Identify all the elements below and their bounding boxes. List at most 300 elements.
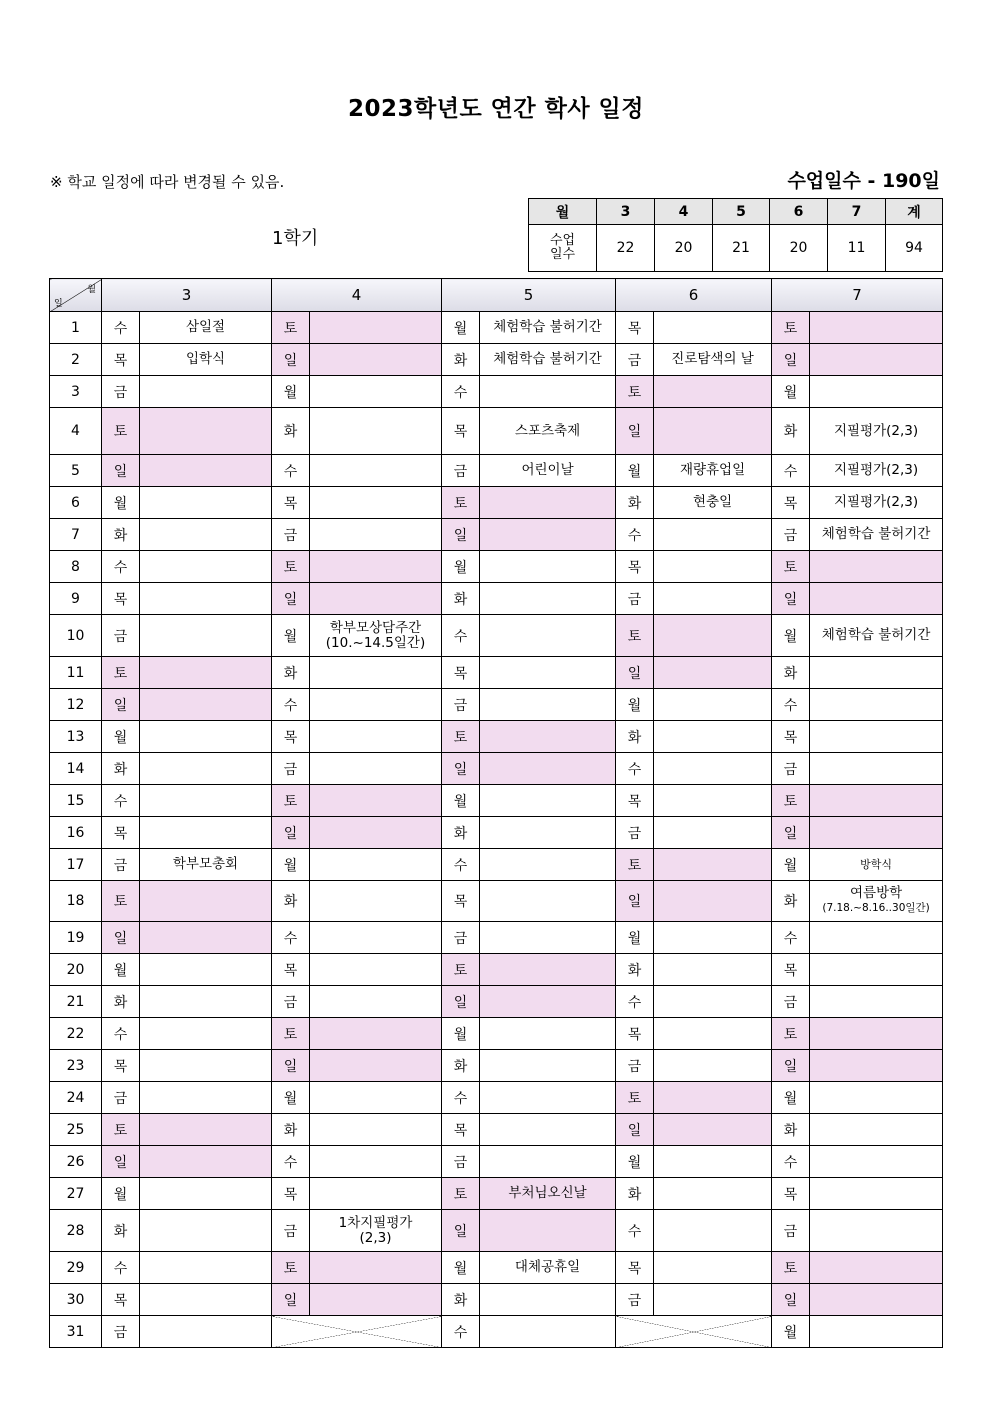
weekday-cell: 목: [442, 1114, 480, 1146]
event-cell: [310, 881, 442, 922]
event-cell: [310, 344, 442, 376]
weekday-cell: 일: [442, 753, 480, 785]
weekday-cell: 목: [616, 785, 654, 817]
event-cell: [654, 408, 772, 455]
event-cell: [140, 487, 272, 519]
event-cell: 체험학습 불허기간: [810, 519, 943, 551]
weekday-cell: 월: [272, 376, 310, 408]
summary-value-cell: 11: [828, 225, 886, 272]
event-cell: [654, 954, 772, 986]
weekday-cell: 목: [616, 312, 654, 344]
event-cell: 현충일: [654, 487, 772, 519]
event-cell: [654, 657, 772, 689]
event-cell: [480, 954, 616, 986]
weekday-cell: 일: [616, 657, 654, 689]
event-cell: [140, 1284, 272, 1316]
event-cell: [140, 986, 272, 1018]
class-days-summary-table: [528, 198, 943, 272]
weekday-cell: 월: [616, 689, 654, 721]
event-cell: 부처님오신날: [480, 1178, 616, 1210]
weekday-cell: 금: [102, 849, 140, 881]
weekday-cell: 화: [616, 954, 654, 986]
day-number: 16: [50, 817, 102, 849]
calendar-row: [50, 519, 943, 551]
event-cell: [810, 1082, 943, 1114]
event-cell: 방학식: [810, 849, 943, 881]
weekday-cell: 월: [442, 785, 480, 817]
weekday-cell: 토: [442, 487, 480, 519]
weekday-cell: 토: [616, 849, 654, 881]
event-cell: [140, 922, 272, 954]
calendar-body: [50, 312, 943, 1348]
weekday-cell: 목: [616, 551, 654, 583]
month-header: 6: [616, 279, 772, 312]
event-cell: [310, 312, 442, 344]
event-cell: [480, 519, 616, 551]
event-cell: [310, 689, 442, 721]
event-cell: [310, 753, 442, 785]
event-cell: [810, 583, 943, 615]
event-cell: [480, 1210, 616, 1252]
event-cell: [480, 583, 616, 615]
weekday-cell: 목: [102, 1284, 140, 1316]
summary-value-cell: 94: [886, 225, 943, 272]
weekday-cell: 수: [102, 785, 140, 817]
weekday-cell: 일: [102, 689, 140, 721]
event-cell: [654, 583, 772, 615]
day-number: 29: [50, 1252, 102, 1284]
weekday-cell: 일: [272, 583, 310, 615]
event-cell: [140, 1114, 272, 1146]
weekday-cell: 금: [102, 1082, 140, 1114]
event-cell: [310, 376, 442, 408]
calendar-row: [50, 408, 943, 455]
day-number: 12: [50, 689, 102, 721]
weekday-cell: 일: [102, 455, 140, 487]
event-cell: 어린이날: [480, 455, 616, 487]
weekday-cell: 월: [102, 721, 140, 753]
event-cell: [310, 408, 442, 455]
weekday-cell: 월: [772, 615, 810, 657]
weekday-cell: 토: [772, 1018, 810, 1050]
weekday-cell: 금: [772, 986, 810, 1018]
weekday-cell: 토: [102, 1114, 140, 1146]
event-cell: [140, 1146, 272, 1178]
calendar-row: [50, 922, 943, 954]
weekday-cell: 월: [772, 1082, 810, 1114]
event-cell: [810, 721, 943, 753]
event-cell: [140, 817, 272, 849]
weekday-cell: 수: [772, 1146, 810, 1178]
event-cell: [480, 849, 616, 881]
weekday-cell: 수: [272, 455, 310, 487]
day-number: 22: [50, 1018, 102, 1050]
weekday-cell: 토: [772, 312, 810, 344]
day-number: 28: [50, 1210, 102, 1252]
day-number: 21: [50, 986, 102, 1018]
event-cell: [810, 785, 943, 817]
event-cell: [810, 657, 943, 689]
summary-value-cell: 20: [655, 225, 713, 272]
day-number: 9: [50, 583, 102, 615]
weekday-cell: 화: [772, 1114, 810, 1146]
weekday-cell: 금: [616, 1050, 654, 1082]
calendar-row: [50, 1178, 943, 1210]
event-cell: [480, 1284, 616, 1316]
weekday-cell: 수: [616, 1210, 654, 1252]
event-cell: [310, 1252, 442, 1284]
day-number: 18: [50, 881, 102, 922]
weekday-cell: 화: [272, 657, 310, 689]
event-cell: [140, 1210, 272, 1252]
semester-label: 1학기: [272, 228, 319, 249]
event-cell: [480, 785, 616, 817]
event-cell: [140, 455, 272, 487]
weekday-cell: 수: [616, 986, 654, 1018]
weekday-cell: 수: [102, 551, 140, 583]
event-cell: [654, 376, 772, 408]
event-cell: [310, 487, 442, 519]
event-cell: [480, 1018, 616, 1050]
event-cell: [480, 922, 616, 954]
event-cell: [480, 1146, 616, 1178]
event-cell: [654, 721, 772, 753]
weekday-cell: 목: [442, 408, 480, 455]
page-title: 2023학년도 연간 학사 일정: [348, 96, 644, 122]
weekday-cell: 일: [772, 583, 810, 615]
weekday-cell: 금: [772, 519, 810, 551]
calendar-row: [50, 881, 943, 922]
event-cell: [654, 986, 772, 1018]
weekday-cell: 수: [272, 1146, 310, 1178]
day-number: 7: [50, 519, 102, 551]
calendar-row: [50, 1018, 943, 1050]
weekday-cell: 월: [442, 1018, 480, 1050]
event-cell: [480, 1114, 616, 1146]
weekday-cell: 화: [616, 487, 654, 519]
weekday-cell: 목: [772, 487, 810, 519]
summary-value-cell: 21: [713, 225, 770, 272]
weekday-cell: 일: [772, 1050, 810, 1082]
weekday-cell: 화: [272, 881, 310, 922]
weekday-cell: 수: [442, 615, 480, 657]
weekday-cell: 금: [442, 689, 480, 721]
event-cell: 입학식: [140, 344, 272, 376]
event-cell: [654, 1146, 772, 1178]
weekday-cell: 토: [272, 312, 310, 344]
day-number: 6: [50, 487, 102, 519]
event-cell: [310, 1114, 442, 1146]
event-cell: [810, 551, 943, 583]
weekday-cell: 수: [442, 376, 480, 408]
corner-month-label: 월: [87, 285, 96, 295]
weekday-cell: 토: [772, 1252, 810, 1284]
summary-header-cell: 월: [529, 199, 597, 225]
weekday-cell: 수: [442, 1316, 480, 1348]
day-number: 8: [50, 551, 102, 583]
event-cell: [654, 849, 772, 881]
weekday-cell: 수: [442, 849, 480, 881]
day-number: 25: [50, 1114, 102, 1146]
weekday-cell: 수: [272, 922, 310, 954]
event-cell: [140, 954, 272, 986]
event-cell: [310, 455, 442, 487]
event-cell: [810, 1210, 943, 1252]
weekday-cell: 토: [442, 721, 480, 753]
day-number: 4: [50, 408, 102, 455]
event-cell: [654, 1284, 772, 1316]
calendar-row: [50, 583, 943, 615]
weekday-cell: 일: [772, 817, 810, 849]
event-cell: 재량휴업일: [654, 455, 772, 487]
weekday-cell: 금: [272, 753, 310, 785]
summary-header-row: [529, 199, 943, 225]
day-number: 11: [50, 657, 102, 689]
event-cell: [140, 551, 272, 583]
event-cell: 체험학습 불허기간: [480, 312, 616, 344]
summary-header-cell: 5: [713, 199, 770, 225]
weekday-cell: 화: [442, 817, 480, 849]
event-cell: [480, 881, 616, 922]
event-cell: [310, 519, 442, 551]
weekday-cell: 월: [442, 551, 480, 583]
weekday-cell: 화: [102, 986, 140, 1018]
weekday-cell: 목: [442, 657, 480, 689]
calendar-row: [50, 551, 943, 583]
event-cell: [310, 583, 442, 615]
event-cell: [654, 1210, 772, 1252]
event-cell: 학부모상담주간 (10.~14.5일간): [310, 615, 442, 657]
event-cell: [480, 753, 616, 785]
summary-value-cell: 20: [770, 225, 828, 272]
weekday-cell: 토: [442, 1178, 480, 1210]
event-cell: [480, 986, 616, 1018]
summary-header-cell: 계: [886, 199, 943, 225]
weekday-cell: 화: [616, 721, 654, 753]
nonexistent-date-cell: [616, 1316, 772, 1348]
calendar-row: [50, 1284, 943, 1316]
event-cell: [140, 657, 272, 689]
event-cell: [810, 817, 943, 849]
weekday-cell: 화: [272, 1114, 310, 1146]
weekday-cell: 화: [616, 1178, 654, 1210]
event-cell: [310, 1018, 442, 1050]
event-cell: [310, 551, 442, 583]
weekday-cell: 월: [442, 312, 480, 344]
calendar-row: [50, 849, 943, 881]
calendar-row: [50, 1210, 943, 1252]
weekday-cell: 일: [616, 881, 654, 922]
weekday-cell: 토: [616, 1082, 654, 1114]
weekday-cell: 금: [616, 817, 654, 849]
day-number: 19: [50, 922, 102, 954]
event-cell: [310, 785, 442, 817]
weekday-cell: 일: [442, 519, 480, 551]
weekday-cell: 토: [616, 376, 654, 408]
event-cell: 지필평가(2,3): [810, 455, 943, 487]
weekday-cell: 목: [442, 881, 480, 922]
weekday-cell: 수: [616, 519, 654, 551]
event-cell: [140, 615, 272, 657]
weekday-cell: 월: [616, 455, 654, 487]
event-cell: [654, 1178, 772, 1210]
event-cell: [140, 1018, 272, 1050]
event-cell: [480, 376, 616, 408]
event-cell: [810, 689, 943, 721]
weekday-cell: 목: [772, 954, 810, 986]
month-header: 4: [272, 279, 442, 312]
event-cell: [310, 922, 442, 954]
event-cell: [654, 519, 772, 551]
day-number: 5: [50, 455, 102, 487]
event-cell: [810, 1284, 943, 1316]
calendar-row: [50, 657, 943, 689]
weekday-cell: 월: [102, 954, 140, 986]
calendar-row: [50, 689, 943, 721]
event-cell: [480, 551, 616, 583]
day-number: 1: [50, 312, 102, 344]
event-cell: [654, 922, 772, 954]
event-cell: [480, 689, 616, 721]
weekday-cell: 금: [442, 455, 480, 487]
event-cell: [310, 849, 442, 881]
event-cell: [140, 1252, 272, 1284]
event-cell: [310, 1284, 442, 1316]
weekday-cell: 화: [442, 1284, 480, 1316]
day-number: 15: [50, 785, 102, 817]
weekday-cell: 목: [772, 721, 810, 753]
weekday-cell: 일: [772, 344, 810, 376]
weekday-cell: 목: [616, 1252, 654, 1284]
calendar-row: [50, 615, 943, 657]
event-cell: [480, 817, 616, 849]
event-cell: 1차지필평가 (2,3): [310, 1210, 442, 1252]
weekday-cell: 일: [272, 817, 310, 849]
event-cell: [140, 519, 272, 551]
weekday-cell: 화: [272, 408, 310, 455]
weekday-cell: 수: [102, 312, 140, 344]
weekday-cell: 화: [772, 881, 810, 922]
calendar-row: [50, 817, 943, 849]
event-cell: [810, 376, 943, 408]
event-period: (7.18.~8.16..30일간): [822, 902, 930, 914]
event-cell: [654, 1114, 772, 1146]
calendar-row: [50, 487, 943, 519]
weekday-cell: 일: [102, 1146, 140, 1178]
event-cell: 대체공휴일: [480, 1252, 616, 1284]
event-cell: 스포츠축제: [480, 408, 616, 455]
event-cell: [480, 615, 616, 657]
weekday-cell: 일: [272, 344, 310, 376]
day-number: 24: [50, 1082, 102, 1114]
event-cell: 지필평가(2,3): [810, 487, 943, 519]
event-cell: [810, 1316, 943, 1348]
weekday-cell: 금: [272, 986, 310, 1018]
calendar-row: [50, 1316, 943, 1348]
event-cell: [810, 312, 943, 344]
weekday-cell: 월: [616, 922, 654, 954]
calendar-row: [50, 376, 943, 408]
event-cell: [810, 753, 943, 785]
weekday-cell: 화: [442, 583, 480, 615]
event-cell: [810, 1050, 943, 1082]
weekday-cell: 목: [772, 1178, 810, 1210]
event-cell: [654, 881, 772, 922]
weekday-cell: 토: [772, 785, 810, 817]
calendar-row: [50, 1050, 943, 1082]
weekday-cell: 토: [616, 615, 654, 657]
weekday-cell: 목: [102, 583, 140, 615]
weekday-cell: 월: [272, 1082, 310, 1114]
event-cell: [310, 1146, 442, 1178]
calendar-row: [50, 954, 943, 986]
weekday-cell: 수: [772, 455, 810, 487]
event-cell: [140, 785, 272, 817]
corner-cell: [50, 279, 102, 312]
weekday-cell: 일: [272, 1050, 310, 1082]
day-number: 26: [50, 1146, 102, 1178]
event-cell: [310, 1178, 442, 1210]
calendar-row: [50, 344, 943, 376]
weekday-cell: 일: [616, 1114, 654, 1146]
weekday-cell: 토: [442, 954, 480, 986]
weekday-cell: 금: [616, 344, 654, 376]
weekday-cell: 수: [102, 1252, 140, 1284]
calendar-row: [50, 1146, 943, 1178]
calendar-row: [50, 721, 943, 753]
weekday-cell: 목: [616, 1018, 654, 1050]
calendar-row: [50, 1252, 943, 1284]
event-cell: [810, 344, 943, 376]
weekday-cell: 화: [102, 519, 140, 551]
weekday-cell: 화: [772, 657, 810, 689]
summary-header-cell: 7: [828, 199, 886, 225]
event-cell: [140, 721, 272, 753]
weekday-cell: 월: [272, 849, 310, 881]
weekday-cell: 월: [272, 615, 310, 657]
weekday-cell: 금: [102, 615, 140, 657]
calendar-header-row: [50, 279, 943, 312]
weekday-cell: 화: [442, 1050, 480, 1082]
weekday-cell: 목: [272, 954, 310, 986]
event-cell: [654, 689, 772, 721]
weekday-cell: 월: [772, 376, 810, 408]
weekday-cell: 토: [272, 1018, 310, 1050]
weekday-cell: 일: [442, 986, 480, 1018]
weekday-cell: 금: [616, 583, 654, 615]
weekday-cell: 토: [772, 551, 810, 583]
month-header: 3: [102, 279, 272, 312]
weekday-cell: 월: [772, 849, 810, 881]
weekday-cell: 금: [102, 376, 140, 408]
weekday-cell: 일: [272, 1284, 310, 1316]
weekday-cell: 월: [102, 1178, 140, 1210]
event-title: 여름방학: [849, 885, 903, 901]
event-cell: [654, 1050, 772, 1082]
weekday-cell: 수: [272, 689, 310, 721]
day-number: 2: [50, 344, 102, 376]
day-number: 10: [50, 615, 102, 657]
event-cell: [480, 1050, 616, 1082]
summary-header-cell: 6: [770, 199, 828, 225]
event-cell: [480, 721, 616, 753]
summary-value-cell: 22: [597, 225, 655, 272]
event-cell: [810, 922, 943, 954]
calendar-table: [49, 278, 943, 1348]
calendar-row: [50, 1082, 943, 1114]
day-number: 27: [50, 1178, 102, 1210]
day-number: 23: [50, 1050, 102, 1082]
